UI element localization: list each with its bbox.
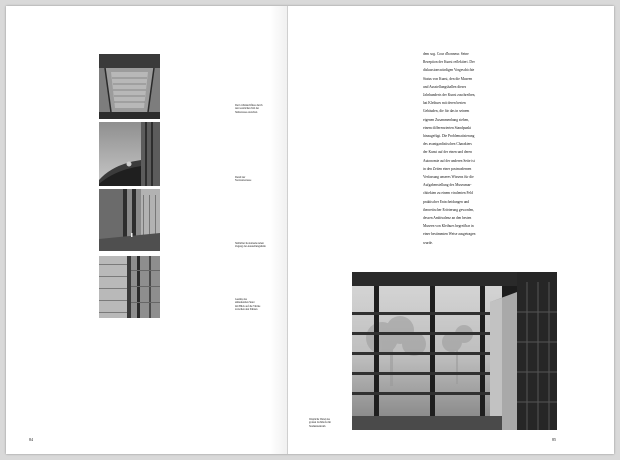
photo-skylight-ceiling xyxy=(99,54,160,119)
gutter-shadow xyxy=(270,6,287,454)
photo-colonnade xyxy=(99,189,160,251)
caption-photo-4: Gesims des umlaufenden Sturz mit Blick auf die Vitrine zwischen den Stützen xyxy=(235,298,261,312)
page-number-left: 84 xyxy=(29,437,33,442)
page-number-right: 85 xyxy=(552,437,556,442)
photo-facade-grid xyxy=(99,256,160,318)
photo-curved-wall-sky xyxy=(99,122,160,186)
caption-photo-2: Detail der Nordostterrasse xyxy=(235,176,252,183)
caption-photo-1: Der Lichtdurchfluss durch den westlichen Teil der Südterrasse erreichen xyxy=(235,104,263,114)
caption-photo-3: Südlicher Kolonnade neben Zugang der Ausstellungshalle xyxy=(235,242,266,249)
book-gutter xyxy=(287,6,288,454)
body-text: dem sog. Cour d'honneur. Seine Rezeption der Kunst reflektiert. Der diskussionswürdigen Vorgeschichte Status von Kunst, den die Museen und Ausstellungshallen dieses Jahrhunderts der Kunst zuschreiben, hat Kleihues mit deren besten Gebäuden, die für das in seinem eigenen Zusammenhang stehen, einem differenzierten Standpunkt hinzugefügt. Die Problematisierung des avantgardistischen Charakters der Kunst auf der einen und deren Autonomie auf der anderen Seite ist in den Zeiten einer postmodernen Verfassung unseres Wissens für die Aufgabenstellung des Museumar- chitekten zu einem virulenten Feld praktischer Entscheidungen und theoretischer Erörterung geworden, dessen Ambivalenz an den besten Museen von Kleihues begreifbar in einer bestimmten Weise ausgetragen wurde. xyxy=(423,52,476,245)
caption-atrium-photo: Westliche Wand des großen Lichthofs mit Studienzentrum xyxy=(309,418,331,428)
photo-atrium-glass-wall xyxy=(352,272,557,430)
